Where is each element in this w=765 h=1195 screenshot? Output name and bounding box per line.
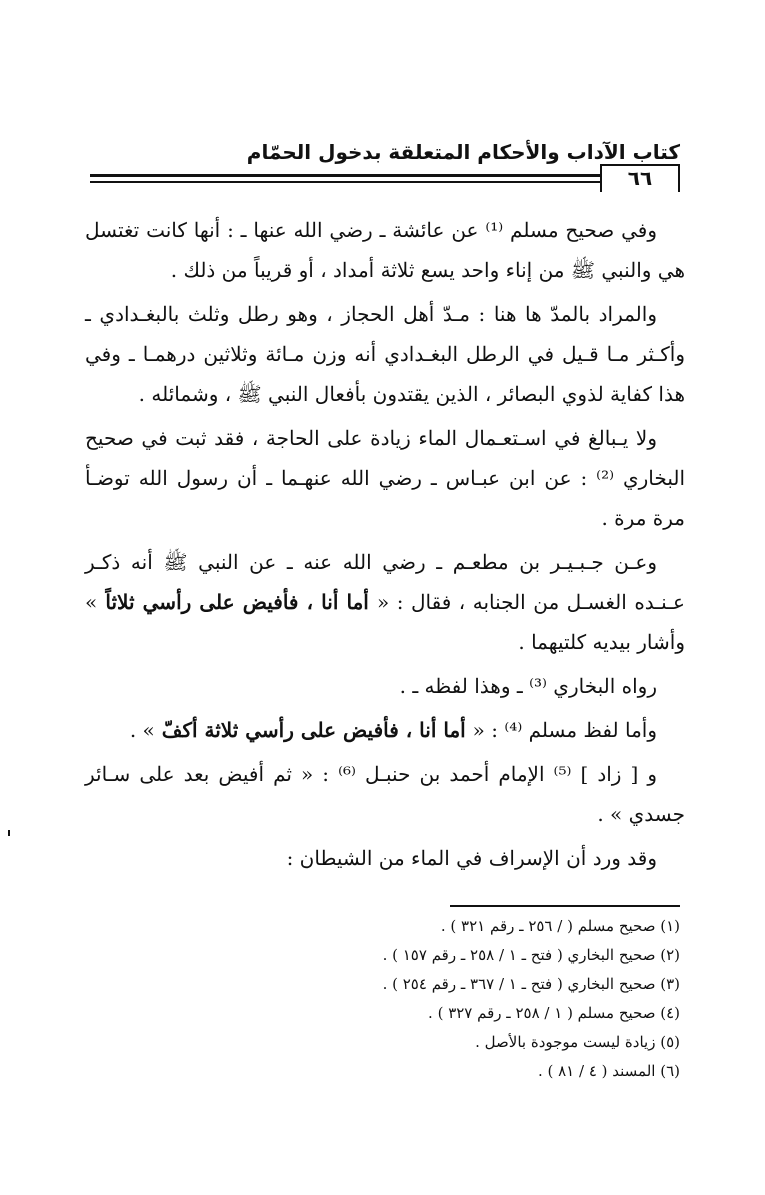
footnote-1: (١) صحيح مسلم ( / ٢٥٦ ـ رقم ٣٢١ ) . xyxy=(440,917,680,935)
paragraph-4-intro: وعـن جـبـيـر بن مطعـم ـ رضي الله عنه ـ عن النبي ﷺ أنه ذكـر عـنـده الغسـل من الجنابه ، فقال : « xyxy=(85,550,685,614)
running-header-title: كتاب الآداب والأحكام المتعلقة بدخول الحمّام xyxy=(246,140,680,164)
hadith-quote-2: أما أنا ، فأفيض على رأسي ثلاثة أكفّ xyxy=(154,718,473,742)
paragraph-6 xyxy=(85,710,685,750)
paragraph-2: والمراد بالمدّ ها هنا : مـدّ أهل الحجاز ، وهو رطل وثلث بالبغـدادي ـ وأكـثر مـا قـيل في الرطل البغـدادي أنه وزن مـائة وثلاثين درهمـا ـ وفي هذا كفاية لذوي البصائر ، الذين يقتدون بأفعال النبي ﷺ ، وشمائله . xyxy=(85,302,685,406)
paragraph-7: و [ زاد ] ⁽⁵⁾ الإمام أحمد بن حنبـل ⁽⁶⁾ : « ثم أفيض بعد على سـائر جسدي » . xyxy=(85,762,685,826)
paragraph-1: وفي صحيح مسلم ⁽¹⁾ عن عائشة ـ رضي الله عنها ـ : أنها كانت تغتسل هي والنبي ﷺ من إناء واحد يسع ثلاثة أمداد ، أو قريباً من ذلك . xyxy=(85,218,685,282)
footnote-6: (٦) المسند ( ٤ / ٨١ ) . xyxy=(537,1062,680,1080)
header-rule-line-top xyxy=(90,174,600,177)
footnote-2: (٢) صحيح البخاري ( فتح ـ ١ / ٢٥٨ ـ رقم ١٥٧ ) . xyxy=(382,946,680,964)
paragraph-4 xyxy=(85,542,685,662)
footnote-5: (٥) زيادة ليست موجودة بالأصل . xyxy=(475,1033,680,1051)
header-rule-line-bottom xyxy=(90,181,600,183)
footnote-3: (٣) صحيح البخاري ( فتح ـ ١ / ٣٦٧ ـ رقم ٢٥٤ ) . xyxy=(382,975,680,993)
paragraph-6-intro: وأما لفظ مسلم ⁽⁴⁾ : « xyxy=(472,718,657,742)
header-rule xyxy=(90,164,680,194)
paragraph-3: ولا يـبالغ في اسـتعـمال الماء زيادة على الحاجة ، فقد ثبت في صحيح البخاري ⁽²⁾ : عن ابن عبـاس ـ رضي الله عنهـما ـ أن رسول الله توضـأ مرة مرة . xyxy=(85,426,686,530)
footnote-4: (٤) صحيح مسلم ( ١ / ٢٥٨ ـ رقم ٣٢٧ ) . xyxy=(428,1004,680,1022)
footnote-separator xyxy=(450,905,680,907)
hadith-quote-1: أما أنا ، فأفيض على رأسي ثلاثاً xyxy=(97,590,377,614)
paragraph-4-end: » وأشار بيديه كلتيهما . xyxy=(85,590,685,654)
margin-mark xyxy=(8,830,10,836)
footnotes xyxy=(80,912,680,1086)
paragraph-8: وقد ورد أن الإسراف في الماء من الشيطان : xyxy=(286,846,657,870)
paragraph-6-end: » . xyxy=(129,718,155,742)
main-text xyxy=(85,210,685,882)
page-number: ٦٦ xyxy=(627,166,653,190)
paragraph-5: رواه البخاري ⁽³⁾ ـ وهذا لفظه ـ . xyxy=(399,674,657,698)
